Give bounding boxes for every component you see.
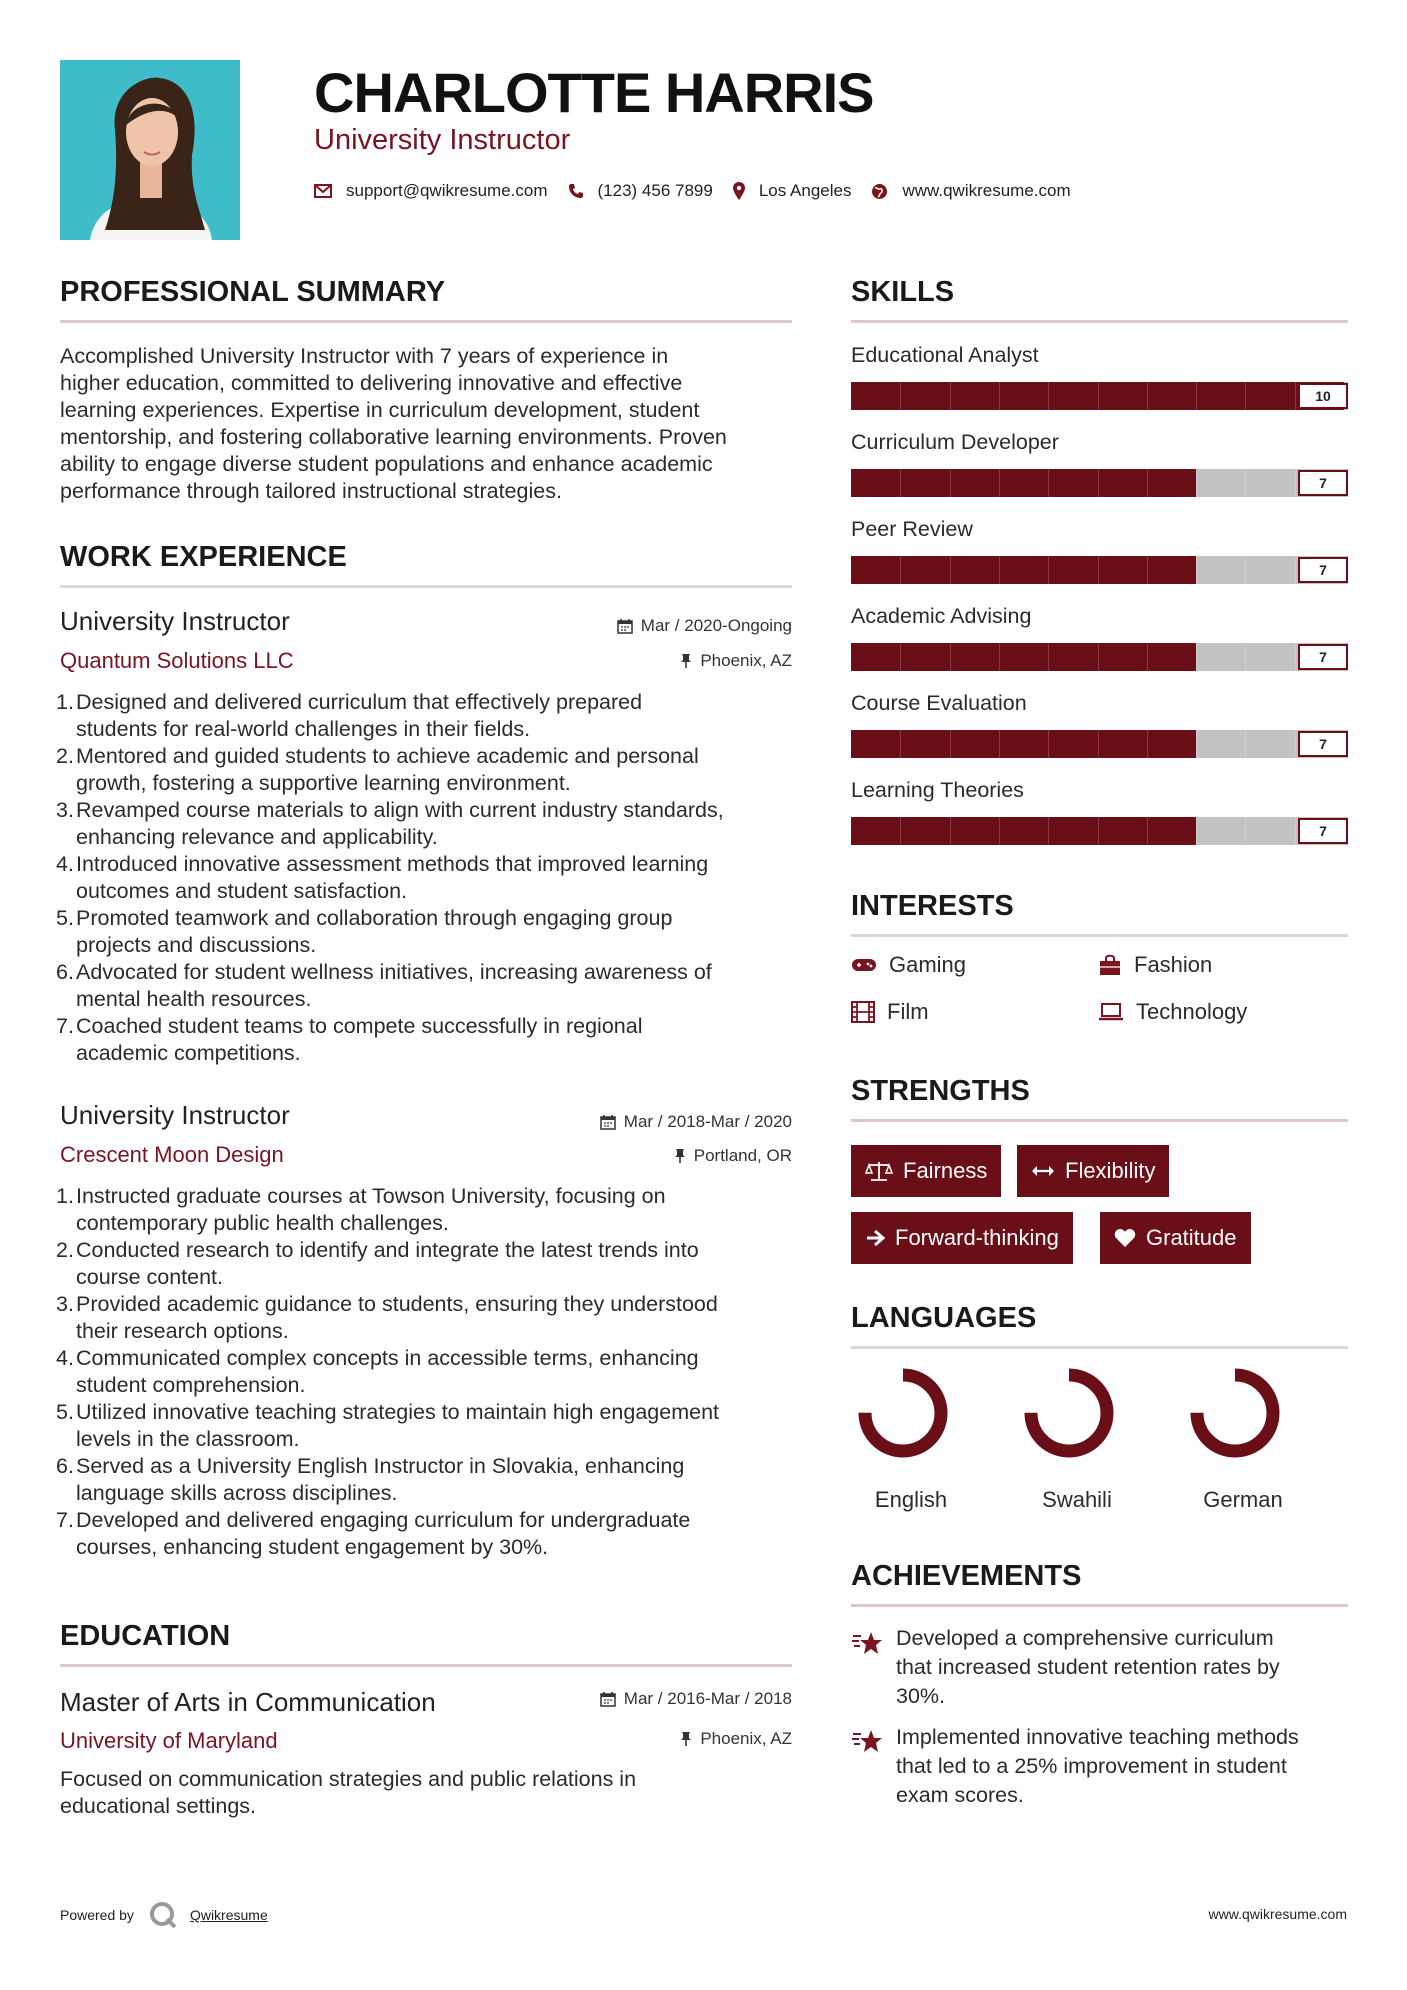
strength-tag [1017,1145,1169,1197]
list-item [58,1507,798,1561]
list-item [58,689,798,743]
bullet-line: mental health resources. [76,987,312,1011]
achievement-line: exam scores. [896,1783,1024,1807]
strength-tag [851,1212,1073,1264]
list-item [58,1013,798,1067]
bullet-line: Served as a University English Instructor in Slovakia, enhancing [76,1454,685,1478]
skill-bar-segment [900,469,901,497]
brand-link[interactable]: Qwikresume [189,1907,268,1923]
achievement-item [896,1624,1356,1711]
email-text: support@qwikresume.com [346,181,548,200]
bullet-number: 1. [56,690,74,714]
interest-label: Technology [1136,999,1248,1024]
summary-text [60,343,800,505]
language-label: English [874,1487,948,1512]
skill-bar-segment [1196,382,1197,410]
education-line: educational settings. [60,1794,257,1818]
skill-bar-segment [1048,556,1049,584]
job-location [480,1146,792,1166]
skill-name: Academic Advising [851,604,1032,628]
bullet-number: 1. [56,1184,74,1208]
skill-bar-segment [900,817,901,845]
skill-bar-fill [851,730,1196,758]
skill-bar-segment [1245,730,1246,758]
qwikresume-logo-icon [148,1900,178,1930]
skill-bar-segment [1196,469,1197,497]
list-item [58,905,798,959]
footer-powered-by [60,1900,268,1930]
skill-level-badge: 10 [1298,383,1348,409]
strength-label: Forward-thinking [895,1225,1059,1250]
bullet-number: 4. [56,1346,74,1370]
achievement-line: Developed a comprehensive curriculum [896,1626,1274,1650]
experience-heading: WORK EXPERIENCE [60,541,347,573]
skill-bar-segment [1098,469,1099,497]
location-text: Los Angeles [758,181,852,200]
bullet-line: Revamped course materials to align with current industry standards, [76,798,724,822]
summary-line: ability to engage diverse student populations and enhance academic [60,452,713,476]
job-company: Quantum Solutions LLC [60,648,294,673]
bullet-number: 6. [56,1454,74,1478]
skill-bar-segment [1196,643,1197,671]
bullet-line: academic competitions. [76,1041,301,1065]
skill-bar-segment [1295,382,1296,410]
interest-item [851,999,929,1025]
pushpin-icon [674,1148,686,1164]
skill-bar-segment [1245,469,1246,497]
skill-bar-fill [851,817,1196,845]
skill-bar-segment [950,556,951,584]
skill-bar [851,382,1348,410]
skill-bar [851,643,1348,671]
skill-bar-segment [1196,730,1197,758]
skill-bar-segment [1147,382,1148,410]
bullet-line: outcomes and student satisfaction. [76,879,408,903]
arrow-right-icon [865,1229,885,1247]
bullet-line: Advocated for student wellness initiatives, increasing awareness of [76,960,712,984]
skill-bar-segment [950,469,951,497]
heart-icon [1114,1228,1136,1248]
shopping-bag-icon [1098,953,1122,977]
bullet-line: student comprehension. [76,1373,306,1397]
skill-bar-segment [1098,817,1099,845]
skill-bar-segment [1147,556,1148,584]
job-title: University Instructor [60,1100,290,1130]
skill-bar-segment [950,382,951,410]
achievements-divider [851,1604,1348,1607]
skill-name: Educational Analyst [851,343,1039,367]
achievement-line: 30%. [896,1684,946,1708]
interest-label: Fashion [1134,952,1213,977]
skill-name: Peer Review [851,517,973,541]
skill-bar-segment [950,643,951,671]
strength-label: Fairness [903,1158,988,1183]
calendar-icon [600,1114,616,1130]
job-title: University Instructor [60,606,290,636]
skill-bar-segment [900,382,901,410]
education-dates-text: Mar / 2016-Mar / 2018 [623,1689,792,1708]
list-item [58,1345,798,1399]
skill-bar-segment [950,817,951,845]
skill-bar-segment [1098,382,1099,410]
globe-icon [871,183,888,200]
strength-tag [1100,1212,1251,1264]
languages-heading: LANGUAGES [851,1302,1037,1334]
list-item [58,1183,798,1237]
list-item [58,851,798,905]
summary-line: performance through tailored instructional strategies. [60,479,562,503]
skill-bar-segment [999,469,1000,497]
calendar-icon [600,1691,616,1707]
skill-bar-fill [851,556,1196,584]
skill-bar-segment [1196,556,1197,584]
bullet-line: contemporary public health challenges. [76,1211,449,1235]
language-label: German [1203,1487,1283,1512]
bullet-line: students for real-world challenges in their fields. [76,717,531,741]
achievement-line: that led to a 25% improvement in student [896,1754,1287,1778]
bullet-number: 7. [56,1014,74,1038]
skill-bar-segment [1098,730,1099,758]
bullet-number: 7. [56,1508,74,1532]
skill-level-badge: 7 [1298,818,1348,844]
experience-divider [60,585,792,588]
skill-level-badge: 7 [1298,644,1348,670]
contact-email[interactable] [314,181,548,201]
education-location [480,1729,792,1749]
powered-by-text: Powered by [60,1907,134,1923]
summary-line: learning experiences. Expertise in curriculum development, student [60,398,700,422]
interest-item [851,952,966,978]
bullet-number: 3. [56,1292,74,1316]
skill-bar-segment [999,643,1000,671]
list-item [58,1453,798,1507]
bullet-number: 4. [56,852,74,876]
bullet-line: Coached student teams to compete successfully in regional [76,1014,643,1038]
skill-bar [851,469,1348,497]
job-bullets [58,1183,798,1561]
list-item [58,1399,798,1453]
skill-bar-segment [1147,469,1148,497]
skill-bar-segment [1295,469,1296,497]
list-item [58,797,798,851]
candidate-name: CHARLOTTE HARRIS [314,61,874,124]
list-item [58,1237,798,1291]
language-gauges [851,1365,1348,1475]
strength-tag [851,1145,1001,1197]
skill-bar-segment [900,730,901,758]
skill-bar-segment [1098,556,1099,584]
strengths-heading: STRENGTHS [851,1075,1030,1107]
interest-label: Film [887,999,929,1024]
footer-website[interactable]: www.qwikresume.com [1208,1906,1347,1922]
summary-divider [60,320,792,323]
skill-name: Course Evaluation [851,691,1027,715]
summary-line: higher education, committed to delivering innovative and effective [60,371,683,395]
skill-bar-segment [1196,817,1197,845]
interest-item [1098,999,1247,1025]
skill-bar-segment [1295,817,1296,845]
list-item [58,959,798,1013]
education-divider [60,1664,792,1667]
bullet-line: Utilized innovative teaching strategies to maintain high engagement [76,1400,720,1424]
skill-bar-segment [1048,817,1049,845]
job-company: Crescent Moon Design [60,1142,284,1167]
bullet-line: Provided academic guidance to students, ensuring they understood [76,1292,718,1316]
bullet-number: 3. [56,798,74,822]
job-location [480,651,792,671]
achievement-line: that increased student retention rates by [896,1655,1280,1679]
bullet-line: enhancing relevance and applicability. [76,825,438,849]
education-dates [480,1689,792,1709]
skill-level-badge: 7 [1298,557,1348,583]
skill-bar-segment [950,730,951,758]
degree-title: Master of Arts in Communication [60,1687,436,1717]
languages-divider [851,1346,1348,1349]
website-text: www.qwikresume.com [902,181,1071,200]
bullet-line: Developed and delivered engaging curriculum for undergraduate [76,1508,691,1532]
skill-bar-segment [1295,643,1296,671]
interest-label: Gaming [889,952,967,977]
skill-bar-segment [1245,382,1246,410]
skill-bar-segment [1147,817,1148,845]
skill-bar-fill [851,469,1196,497]
film-icon [851,1001,875,1023]
bullet-line: Instructed graduate courses at Towson University, focusing on [76,1184,666,1208]
skill-bar-segment [999,817,1000,845]
list-item [58,743,798,797]
skill-bar [851,817,1348,845]
bullet-line: Promoted teamwork and collaboration through engaging group [76,906,673,930]
skill-bar-segment [1048,382,1049,410]
job-dates-text: Mar / 2020-Ongoing [640,616,792,635]
skill-bar-segment [1048,730,1049,758]
interests-divider [851,934,1348,937]
summary-line: Accomplished University Instructor with 7 years of experience in [60,344,669,368]
skill-bar-segment [1147,643,1148,671]
job-location-text: Portland, OR [693,1146,792,1165]
achievements-heading: ACHIEVEMENTS [851,1560,1082,1592]
interest-item [1098,952,1212,978]
skill-bar-segment [900,556,901,584]
language-label: Swahili [1042,1487,1112,1512]
gamepad-icon [851,957,877,973]
laptop-icon [1098,1002,1124,1022]
contact-phone[interactable] [568,181,713,201]
bullet-line: language skills across disciplines. [76,1481,398,1505]
contact-location [733,181,852,201]
skill-bar-segment [1048,643,1049,671]
education-heading: EDUCATION [60,1620,231,1652]
skill-level-badge: 7 [1298,731,1348,757]
arrows-horizontal-icon [1031,1164,1055,1178]
envelope-icon [314,184,332,198]
skill-level-badge: 7 [1298,470,1348,496]
bullet-line: levels in the classroom. [76,1427,300,1451]
achievement-item [896,1723,1356,1810]
strength-label: Gratitude [1146,1225,1237,1250]
job-location-text: Phoenix, AZ [700,651,792,670]
bullet-line: Designed and delivered curriculum that effectively prepared [76,690,643,714]
skill-bar-segment [1147,730,1148,758]
skill-bar-segment [999,556,1000,584]
skill-name: Curriculum Developer [851,430,1059,454]
bullet-number: 2. [56,744,74,768]
job-dates [480,616,792,636]
star-award-icon [851,1630,883,1658]
bullet-number: 5. [56,906,74,930]
job-dates [480,1112,792,1132]
skill-bar-segment [900,643,901,671]
job-bullets [58,689,798,1067]
skill-bar-segment [1245,817,1246,845]
candidate-role: University Instructor [314,124,571,156]
job-dates-text: Mar / 2018-Mar / 2020 [623,1112,792,1131]
bullet-line: Conducted research to identify and integrate the latest trends into [76,1238,699,1262]
phone-icon [568,183,584,199]
achievement-line: Implemented innovative teaching methods [896,1725,1299,1749]
education-line: Focused on communication strategies and public relations in [60,1767,637,1791]
interests-heading: INTERESTS [851,890,1014,922]
pushpin-icon [680,653,692,669]
skill-bar [851,556,1348,584]
bullet-line: Communicated complex concepts in accessible terms, enhancing [76,1346,699,1370]
skill-bar-segment [1295,730,1296,758]
skill-bar-segment [1048,469,1049,497]
strength-label: Flexibility [1065,1158,1156,1183]
bullet-line: projects and discussions. [76,933,317,957]
skill-bar [851,730,1348,758]
skill-bar-segment [1245,556,1246,584]
skill-bar-segment [1098,643,1099,671]
bullet-line: growth, fostering a supportive learning environment. [76,771,571,795]
phone-text: (123) 456 7899 [597,181,713,200]
bullet-line: Mentored and guided students to achieve academic and personal [76,744,699,768]
contact-bar [314,178,1091,204]
balance-scale-icon [865,1160,893,1182]
bullet-line: Introduced innovative assessment methods that improved learning [76,852,709,876]
pushpin-icon [680,1731,692,1747]
skill-bar-segment [1295,556,1296,584]
education-location-text: Phoenix, AZ [700,1729,792,1748]
star-award-icon [851,1728,883,1756]
contact-website[interactable] [871,181,1070,201]
skill-bar-fill [851,643,1196,671]
map-pin-icon [733,182,745,200]
summary-line: mentorship, and fostering collaborative learning environments. Proven [60,425,727,449]
strengths-divider [851,1119,1348,1122]
school-name: University of Maryland [60,1728,278,1753]
calendar-icon [617,618,633,634]
profile-photo [60,60,240,240]
skill-bar-segment [1245,643,1246,671]
skill-bar-segment [999,730,1000,758]
skill-bar-segment [999,382,1000,410]
bullet-number: 5. [56,1400,74,1424]
education-description [60,1766,800,1820]
skills-divider [851,320,1348,323]
skill-name: Learning Theories [851,778,1024,802]
bullet-line: course content. [76,1265,224,1289]
summary-heading: PROFESSIONAL SUMMARY [60,276,446,308]
skills-heading: SKILLS [851,276,955,308]
bullet-line: courses, enhancing student engagement by 30%. [76,1535,549,1559]
bullet-line: their research options. [76,1319,289,1343]
bullet-number: 6. [56,960,74,984]
list-item [58,1291,798,1345]
bullet-number: 2. [56,1238,74,1262]
